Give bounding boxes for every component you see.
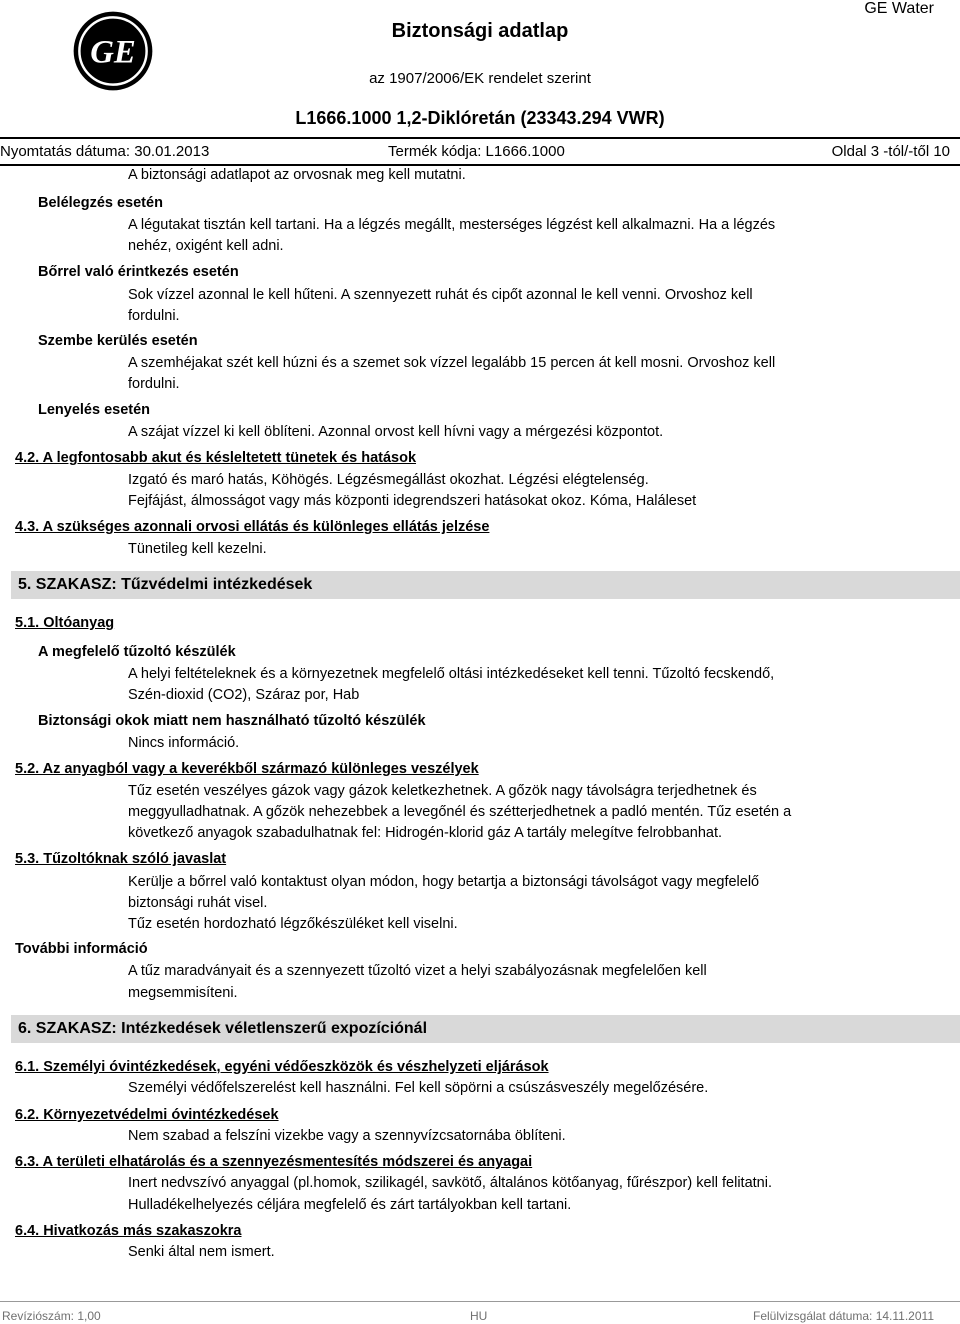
text-line: A légutakat tisztán kell tartani. Ha a légzés megállt, mesterséges légzést kell alkalmazni. Ha a légzés [128,217,776,233]
subsection-4-2: 4.2. A legfontosabb akut és késleltetett tünetek és hatások [15,450,417,466]
subsection-6-1: 6.1. Személyi óvintézkedések, egyéni védőeszközök és vészhelyzeti eljárások [15,1059,549,1075]
subsection-5-1: 5.1. Oltóanyag [15,615,115,631]
text-line: fordulni. [128,376,180,392]
subsection-4-3: 4.3. A szükséges azonnali orvosi ellátás és különleges ellátás jelzése [15,519,490,535]
text-line: Fejfájást, álmosságot vagy más központi idegrendszeri hatásokat okoz. Kóma, Haláleset [128,493,697,509]
text-line: A biztonsági adatlapot az orvosnak meg kell mutatni. [128,167,466,183]
review-date: Felülvizsgálat dátuma: 14.11.2011 [752,1309,934,1323]
footer-divider [0,1301,960,1302]
document-title: Biztonsági adatlap [391,20,569,42]
regulation-reference: az 1907/2006/EK rendelet szerint [369,70,591,87]
text-line: megsemmisíteni. [128,985,238,1001]
header-divider-bottom [0,164,960,166]
text-line: Tűz esetén hordozható légzőkészüléket kell viselni. [128,916,458,932]
text-line: Hulladékelhelyezés céljára megfelelő és zárt tartályokban kell tartani. [128,1197,572,1213]
page-number: Oldal 3 -tól/-től 10 [831,143,950,160]
text-line: következő anyagok szabadulhatnak fel: Hidrogén-klorid gáz A tartály melegítve felrobbanhat. [128,825,723,841]
subsection-5-2: 5.2. Az anyagból vagy a keverékből származó különleges veszélyek [15,761,479,777]
subheading-ingestion: Lenyelés esetén [38,402,151,418]
text-line: Szén-dioxid (CO2), Száraz por, Hab [128,687,360,703]
subsection-5-3: 5.3. Tűzoltóknak szóló javaslat [15,851,227,867]
subsection-6-4: 6.4. Hivatkozás más szakaszokra [15,1223,242,1239]
revision-number: Revíziószám: 1,00 [2,1309,101,1323]
product-name: L1666.1000 1,2-Diklóretán (23343.294 VWR) [295,108,665,128]
text-line: biztonsági ruhát visel. [128,895,268,911]
text-line: fordulni. [128,308,180,324]
text-line: Tünetileg kell kezelni. [128,541,267,557]
subsection-6-2: 6.2. Környezetvédelmi óvintézkedések [15,1107,279,1123]
text-line: Tűz esetén veszélyes gázok vagy gázok keletkezhetnek. A gőzök nagy távolságra terjedhetnek és [128,783,757,799]
subheading-suitable-extinguisher: A megfelelő tűzoltó készülék [38,644,236,660]
language-code: HU [470,1309,488,1323]
text-line: A helyi feltételeknek és a környezetnek megfelelő oltási intézkedéseket kell tenni. Tűzoltó fecskendő, [128,666,775,682]
section-5-header: 5. SZAKASZ: Tűzvédelmi intézkedések [11,571,960,599]
text-line: A szemhéjakat szét kell húzni és a szemet sok vízzel legalább 15 percen át kell mosni. Orvoshoz kell [128,355,776,371]
subheading-unsuitable-extinguisher: Biztonsági okok miatt nem használható tűzoltó készülék [38,713,426,729]
subheading-inhalation: Belélegzés esetén [38,195,163,211]
text-line: Inert nedvszívó anyaggal (pl.homok, szilikagél, savkötő, általános kötőanyag, fűrészpor) kell felitatni. [128,1175,772,1191]
section-6-header: 6. SZAKASZ: Intézkedések véletlenszerű expozíciónál [11,1015,960,1043]
text-line: nehéz, oxigént kell adni. [128,238,284,254]
subheading-further-info: További információ [15,941,148,957]
text-line: Senki által nem ismert. [128,1244,275,1260]
text-line: Személyi védőfelszerelést kell használni. Fel kell söpörni a csúszásveszély megelőzésére. [128,1080,709,1096]
subsection-6-3: 6.3. A területi elhatárolás és a szennyezésmentesítés módszerei és anyagai [15,1154,533,1170]
text-line: Nincs információ. [128,735,240,751]
text-line: meggyulladhatnak. A gőzök nehezebbek a levegőnél és szétterjedhetnek a padló mentén. Tűz esetén a [128,804,792,820]
product-code: Termék kódja: L1666.1000 [388,143,565,160]
text-line: Sok vízzel azonnal le kell hűteni. A szennyezett ruhát és cipőt azonnal le kell venni. Orvoshoz kell [128,287,753,303]
svg-text:GE: GE [90,34,136,71]
text-line: A szájat vízzel ki kell öblíteni. Azonnal orvost kell hívni vagy a mérgezési központot. [128,424,664,440]
subheading-skin-contact: Bőrrel való érintkezés esetén [38,264,239,280]
text-line: A tűz maradványait és a szennyezett tűzoltó vizet a helyi szabályozásnak megfelelően kell [128,963,707,979]
subheading-eye-contact: Szembe kerülés esetén [38,333,198,349]
header-divider [0,137,960,139]
company-name: GE Water [864,0,934,17]
print-date: Nyomtatás dátuma: 30.01.2013 [0,143,210,160]
text-line: Kerülje a bőrrel való kontaktust olyan módon, hogy betartja a biztonsági távolságot vagy megfelelő [128,874,760,890]
text-line: Izgató és maró hatás, Köhögés. Légzésmegállást okozhat. Légzési elégtelenség. [128,472,649,488]
text-line: Nem szabad a felszíni vizekbe vagy a szennyvízcsatornába öblíteni. [128,1128,566,1144]
